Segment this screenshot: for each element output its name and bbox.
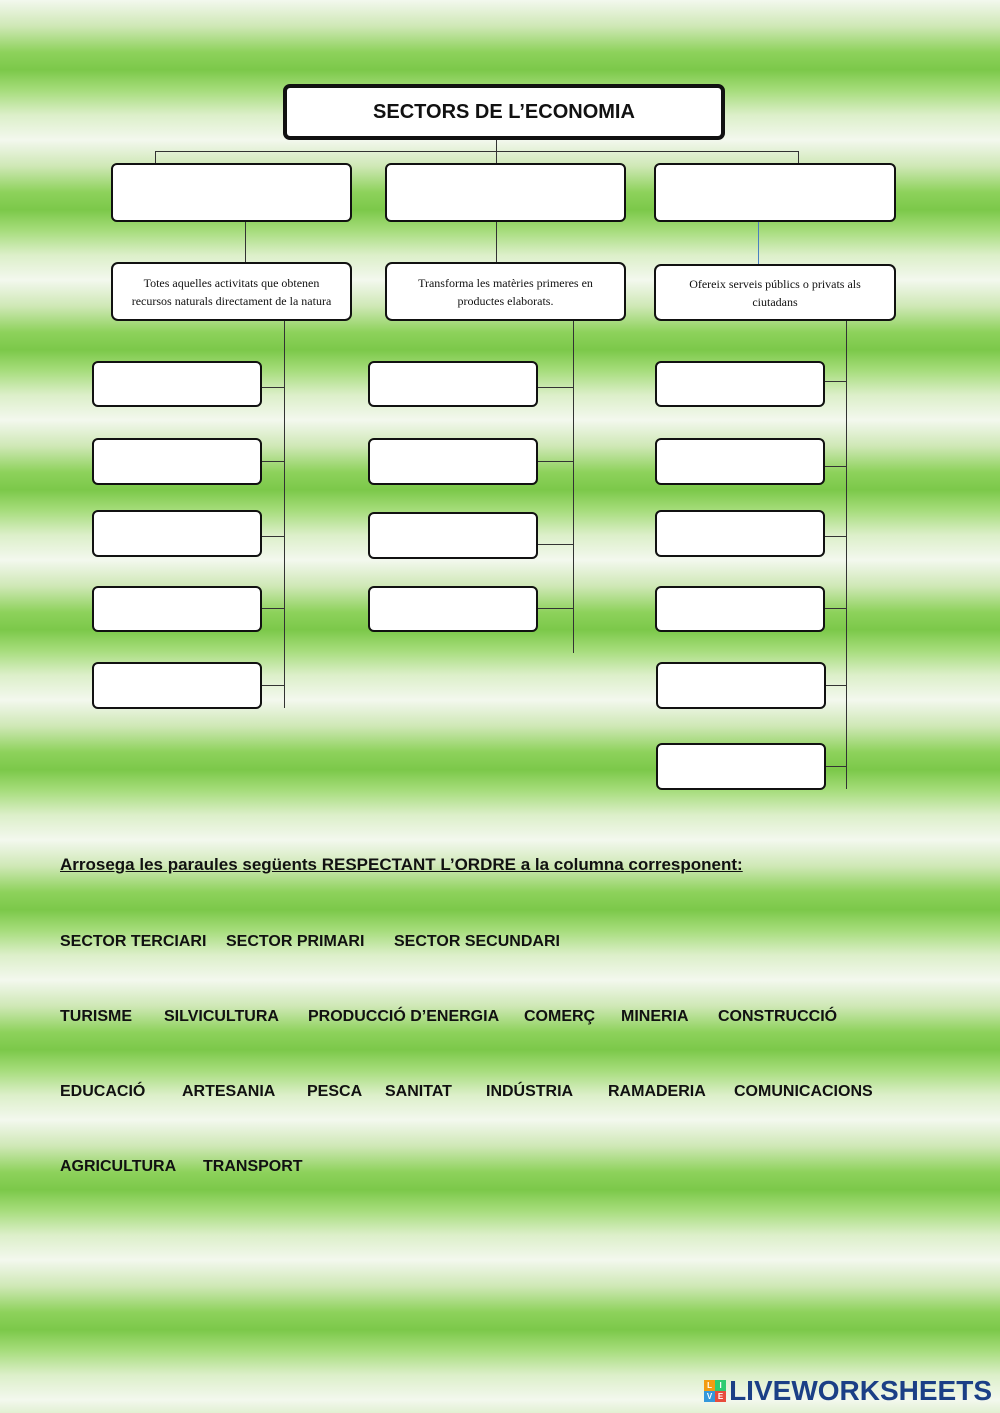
logo-letter: I	[715, 1380, 726, 1391]
tick	[537, 387, 573, 388]
word-mineria[interactable]: MINERIA	[621, 1008, 689, 1025]
tick	[537, 608, 573, 609]
word-pesca[interactable]: PESCA	[307, 1083, 363, 1100]
liveworksheets-wordmark: LIVEWORKSHEETS	[729, 1375, 992, 1406]
word-sanitat[interactable]: SANITAT	[385, 1083, 452, 1100]
drop-slot-primary-2[interactable]	[92, 438, 262, 485]
word-ramaderia[interactable]: RAMADERIA	[608, 1083, 706, 1100]
drop-slot-secondary-4[interactable]	[368, 586, 538, 632]
connector-sector-desc-2	[496, 221, 497, 263]
drop-slot-tertiary-4[interactable]	[655, 586, 825, 632]
connector-sector-desc-3	[758, 221, 759, 265]
connector-horizontal	[155, 151, 799, 152]
drop-slot-primary-1[interactable]	[92, 361, 262, 407]
tick	[824, 381, 846, 382]
spine-secondary	[573, 320, 574, 653]
drop-slot-tertiary-6[interactable]	[656, 743, 826, 790]
drop-slot-secondary-3[interactable]	[368, 512, 538, 559]
word-artesania[interactable]: ARTESANIA	[182, 1083, 276, 1100]
tick	[261, 387, 284, 388]
word-sector-terciari[interactable]: SECTOR TERCIARI	[60, 933, 207, 950]
drop-slot-primary-4[interactable]	[92, 586, 262, 632]
instruction-text: Arrosega les paraules següents RESPECTANT L’ORDRE a la columna corresponent:	[60, 855, 743, 874]
logo-letter: V	[704, 1391, 715, 1402]
tick	[261, 608, 284, 609]
liveworksheets-logo	[704, 1375, 992, 1407]
word-turisme[interactable]: TURISME	[60, 1008, 132, 1025]
drop-slot-secondary-1[interactable]	[368, 361, 538, 407]
word-produccio-energia[interactable]: PRODUCCIÓ D’ENERGIA	[308, 1008, 500, 1025]
word-sector-secundari[interactable]: SECTOR SECUNDARI	[394, 933, 560, 950]
drop-slot-tertiary-1[interactable]	[655, 361, 825, 407]
drop-slot-sector-1[interactable]	[111, 163, 352, 222]
tick	[261, 536, 284, 537]
drop-slot-tertiary-5[interactable]	[656, 662, 826, 709]
word-sector-primari[interactable]: SECTOR PRIMARI	[226, 933, 365, 950]
tick	[824, 536, 846, 537]
word-transport[interactable]: TRANSPORT	[203, 1158, 303, 1175]
drop-slot-sector-2[interactable]	[385, 163, 626, 222]
drop-slot-tertiary-2[interactable]	[655, 438, 825, 485]
logo-letter: E	[715, 1391, 726, 1402]
tick	[537, 544, 573, 545]
description-primary: Totes aquelles activitats que obtenen recursos naturals directament de la natura	[111, 262, 352, 321]
spine-primary	[284, 320, 285, 708]
tick	[824, 608, 846, 609]
word-educacio[interactable]: EDUCACIÓ	[60, 1083, 146, 1100]
word-construccio[interactable]: CONSTRUCCIÓ	[718, 1008, 838, 1025]
word-silvicultura[interactable]: SILVICULTURA	[164, 1008, 279, 1025]
word-industria[interactable]: INDÚSTRIA	[486, 1083, 574, 1100]
drop-slot-secondary-2[interactable]	[368, 438, 538, 485]
logo-letter: L	[704, 1380, 715, 1391]
connector-sector-desc-1	[245, 221, 246, 263]
description-tertiary: Ofereix serveis públics o privats als ciutadans	[654, 264, 896, 321]
drop-slot-primary-3[interactable]	[92, 510, 262, 557]
drop-slot-primary-5[interactable]	[92, 662, 262, 709]
tick	[824, 766, 846, 767]
liveworksheets-logo-icon	[704, 1380, 726, 1402]
word-agricultura[interactable]: AGRICULTURA	[60, 1158, 177, 1175]
tick	[824, 685, 846, 686]
description-secondary: Transforma les matèries primeres en productes elaborats.	[385, 262, 626, 321]
diagram-title: SECTORS DE L’ECONOMIA	[283, 84, 725, 140]
word-comerc[interactable]: COMERÇ	[524, 1008, 596, 1025]
tick	[261, 461, 284, 462]
drop-slot-tertiary-3[interactable]	[655, 510, 825, 557]
tick	[537, 461, 573, 462]
word-comunicacions[interactable]: COMUNICACIONS	[734, 1083, 873, 1100]
tick	[261, 685, 284, 686]
drop-slot-sector-3[interactable]	[654, 163, 896, 222]
spine-tertiary	[846, 320, 847, 789]
tick	[824, 466, 846, 467]
